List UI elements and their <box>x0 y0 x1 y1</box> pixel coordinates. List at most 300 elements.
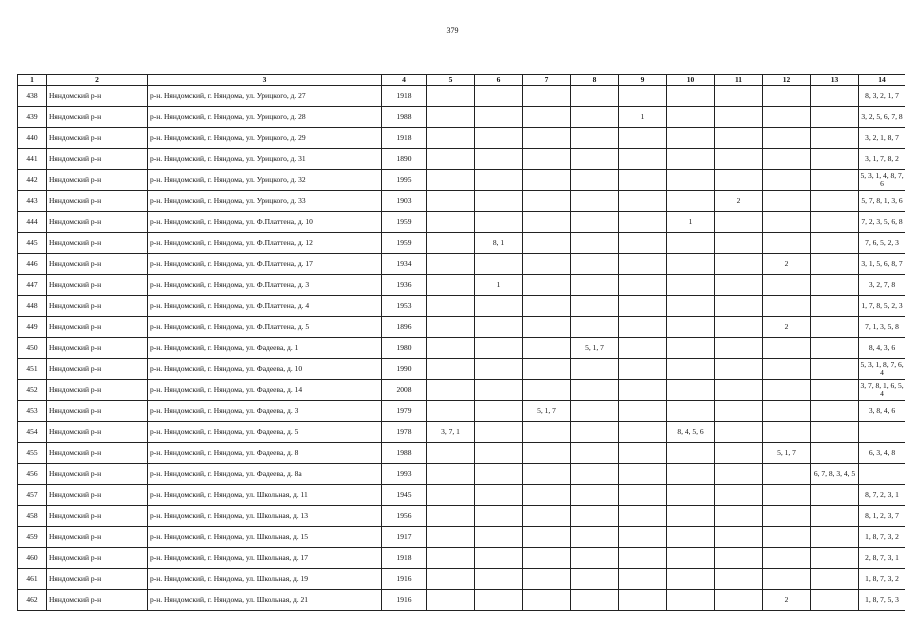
cell-col-7 <box>523 422 571 443</box>
cell-col-8 <box>571 317 619 338</box>
cell-col-14: 3, 2, 7, 8 <box>859 275 905 296</box>
cell-col-4: 1916 <box>382 569 427 590</box>
cell-col-10 <box>667 254 715 275</box>
cell-col-3: р-н. Няндомский, г. Няндома, ул. Школьная, д. 15 <box>148 527 382 548</box>
cell-col-14 <box>859 464 905 485</box>
header-row <box>18 75 905 86</box>
cell-col-3: р-н. Няндомский, г. Няндома, ул. Фадеева, д. 1 <box>148 338 382 359</box>
cell-col-5 <box>427 548 475 569</box>
cell-col-2: Няндомский р-н <box>47 86 148 107</box>
cell-col-5 <box>427 443 475 464</box>
table-row <box>18 380 905 401</box>
cell-col-2: Няндомский р-н <box>47 548 148 569</box>
cell-col-8 <box>571 233 619 254</box>
cell-col-12 <box>763 170 811 191</box>
cell-col-6 <box>475 401 523 422</box>
cell-col-9 <box>619 590 667 611</box>
cell-col-14: 6, 3, 4, 8 <box>859 443 905 464</box>
cell-col-10 <box>667 401 715 422</box>
cell-col-14: 3, 2, 1, 8, 7 <box>859 128 905 149</box>
cell-col-11 <box>715 527 763 548</box>
cell-col-13 <box>811 548 859 569</box>
cell-col-6: 1 <box>475 275 523 296</box>
cell-col-10 <box>667 338 715 359</box>
cell-col-9 <box>619 338 667 359</box>
table-row <box>18 317 905 338</box>
cell-col-11 <box>715 254 763 275</box>
cell-col-13 <box>811 569 859 590</box>
table-row <box>18 359 905 380</box>
cell-col-9 <box>619 548 667 569</box>
cell-col-13 <box>811 359 859 380</box>
cell-col-10 <box>667 590 715 611</box>
cell-col-6 <box>475 338 523 359</box>
cell-col-11 <box>715 506 763 527</box>
cell-col-6 <box>475 569 523 590</box>
cell-col-13 <box>811 149 859 170</box>
cell-col-4: 1918 <box>382 128 427 149</box>
table-row <box>18 527 905 548</box>
cell-col-3: р-н. Няндомский, г. Няндома, ул. Ф.Платтена, д. 4 <box>148 296 382 317</box>
cell-col-10: 8, 4, 5, 6 <box>667 422 715 443</box>
cell-col-8 <box>571 401 619 422</box>
cell-col-8 <box>571 464 619 485</box>
cell-col-3: р-н. Няндомский, г. Няндома, ул. Урицкого, д. 33 <box>148 191 382 212</box>
cell-col-8 <box>571 548 619 569</box>
cell-col-13 <box>811 380 859 401</box>
cell-col-1: 445 <box>18 233 47 254</box>
cell-col-2: Няндомский р-н <box>47 128 148 149</box>
cell-col-2: Няндомский р-н <box>47 422 148 443</box>
cell-col-1: 459 <box>18 527 47 548</box>
cell-col-2: Няндомский р-н <box>47 401 148 422</box>
cell-col-12 <box>763 149 811 170</box>
cell-col-6 <box>475 191 523 212</box>
cell-col-2: Няндомский р-н <box>47 464 148 485</box>
cell-col-13 <box>811 191 859 212</box>
cell-col-3: р-н. Няндомский, г. Няндома, ул. Ф.Платтена, д. 17 <box>148 254 382 275</box>
cell-col-4: 1916 <box>382 590 427 611</box>
cell-col-2: Няндомский р-н <box>47 338 148 359</box>
cell-col-2: Няндомский р-н <box>47 359 148 380</box>
table-body <box>18 86 905 611</box>
cell-col-4: 1980 <box>382 338 427 359</box>
cell-col-3: р-н. Няндомский, г. Няндома, ул. Ф.Платтена, д. 12 <box>148 233 382 254</box>
cell-col-7 <box>523 149 571 170</box>
cell-col-7 <box>523 233 571 254</box>
cell-col-4: 1936 <box>382 275 427 296</box>
cell-col-9 <box>619 254 667 275</box>
cell-col-10 <box>667 107 715 128</box>
cell-col-12 <box>763 128 811 149</box>
cell-col-4: 2008 <box>382 380 427 401</box>
cell-col-8 <box>571 275 619 296</box>
cell-col-2: Няндомский р-н <box>47 149 148 170</box>
cell-col-5 <box>427 338 475 359</box>
column-header-8: 8 <box>571 75 619 86</box>
column-header-1: 1 <box>18 75 47 86</box>
cell-col-5 <box>427 401 475 422</box>
cell-col-11 <box>715 86 763 107</box>
cell-col-11 <box>715 170 763 191</box>
cell-col-11 <box>715 317 763 338</box>
cell-col-1: 451 <box>18 359 47 380</box>
cell-col-4: 1959 <box>382 212 427 233</box>
cell-col-13 <box>811 233 859 254</box>
cell-col-8 <box>571 443 619 464</box>
cell-col-5 <box>427 212 475 233</box>
cell-col-14: 3, 1, 7, 8, 2 <box>859 149 905 170</box>
table-header <box>18 75 905 86</box>
cell-col-5 <box>427 254 475 275</box>
cell-col-11: 2 <box>715 191 763 212</box>
cell-col-10 <box>667 275 715 296</box>
cell-col-6 <box>475 107 523 128</box>
cell-col-14: 8, 4, 3, 6 <box>859 338 905 359</box>
cell-col-14: 5, 7, 8, 1, 3, 6 <box>859 191 905 212</box>
cell-col-8 <box>571 170 619 191</box>
cell-col-5 <box>427 128 475 149</box>
cell-col-7 <box>523 275 571 296</box>
cell-col-14: 7, 1, 3, 5, 8 <box>859 317 905 338</box>
cell-col-9 <box>619 422 667 443</box>
cell-col-13: 6, 7, 8, 3, 4, 5 <box>811 464 859 485</box>
cell-col-3: р-н. Няндомский, г. Няндома, ул. Фадеева, д. 14 <box>148 380 382 401</box>
table-row <box>18 485 905 506</box>
cell-col-6 <box>475 212 523 233</box>
cell-col-9 <box>619 212 667 233</box>
cell-col-12 <box>763 548 811 569</box>
cell-col-4: 1979 <box>382 401 427 422</box>
cell-col-5 <box>427 380 475 401</box>
cell-col-1: 450 <box>18 338 47 359</box>
cell-col-10 <box>667 149 715 170</box>
cell-col-12 <box>763 380 811 401</box>
register-table <box>17 74 905 611</box>
cell-col-13 <box>811 527 859 548</box>
cell-col-8 <box>571 191 619 212</box>
cell-col-6 <box>475 485 523 506</box>
cell-col-5 <box>427 296 475 317</box>
cell-col-7 <box>523 338 571 359</box>
cell-col-3: р-н. Няндомский, г. Няндома, ул. Школьная, д. 11 <box>148 485 382 506</box>
cell-col-1: 457 <box>18 485 47 506</box>
cell-col-10 <box>667 569 715 590</box>
cell-col-12 <box>763 359 811 380</box>
cell-col-2: Няндомский р-н <box>47 443 148 464</box>
table-row <box>18 275 905 296</box>
cell-col-10: 1 <box>667 212 715 233</box>
cell-col-11 <box>715 128 763 149</box>
page-number: 379 <box>446 26 459 35</box>
cell-col-6 <box>475 170 523 191</box>
table-row <box>18 401 905 422</box>
cell-col-3: р-н. Няндомский, г. Няндома, ул. Фадеева, д. 3 <box>148 401 382 422</box>
cell-col-10 <box>667 548 715 569</box>
cell-col-12 <box>763 107 811 128</box>
cell-col-6 <box>475 149 523 170</box>
cell-col-1: 438 <box>18 86 47 107</box>
cell-col-5 <box>427 170 475 191</box>
cell-col-11 <box>715 149 763 170</box>
cell-col-2: Няндомский р-н <box>47 296 148 317</box>
cell-col-13 <box>811 107 859 128</box>
cell-col-13 <box>811 401 859 422</box>
table-row <box>18 128 905 149</box>
cell-col-2: Няндомский р-н <box>47 170 148 191</box>
table-row <box>18 296 905 317</box>
table-row <box>18 212 905 233</box>
cell-col-11 <box>715 443 763 464</box>
cell-col-2: Няндомский р-н <box>47 275 148 296</box>
cell-col-5 <box>427 485 475 506</box>
cell-col-3: р-н. Няндомский, г. Няндома, ул. Фадеева, д. 10 <box>148 359 382 380</box>
cell-col-11 <box>715 485 763 506</box>
cell-col-1: 446 <box>18 254 47 275</box>
cell-col-3: р-н. Няндомский, г. Няндома, ул. Урицкого, д. 27 <box>148 86 382 107</box>
cell-col-7 <box>523 464 571 485</box>
cell-col-14: 7, 2, 3, 5, 6, 8 <box>859 212 905 233</box>
cell-col-5 <box>427 590 475 611</box>
cell-col-9 <box>619 443 667 464</box>
column-header-7: 7 <box>523 75 571 86</box>
cell-col-9 <box>619 401 667 422</box>
cell-col-4: 1978 <box>382 422 427 443</box>
cell-col-9 <box>619 128 667 149</box>
cell-col-6 <box>475 527 523 548</box>
cell-col-7 <box>523 170 571 191</box>
cell-col-11 <box>715 380 763 401</box>
cell-col-9 <box>619 170 667 191</box>
cell-col-12 <box>763 485 811 506</box>
cell-col-12 <box>763 422 811 443</box>
cell-col-1: 456 <box>18 464 47 485</box>
cell-col-8 <box>571 506 619 527</box>
cell-col-11 <box>715 401 763 422</box>
cell-col-7 <box>523 107 571 128</box>
cell-col-14: 5, 3, 1, 8, 7, 6, 4 <box>859 359 905 380</box>
cell-col-8 <box>571 527 619 548</box>
cell-col-4: 1993 <box>382 464 427 485</box>
cell-col-12 <box>763 212 811 233</box>
cell-col-8 <box>571 359 619 380</box>
cell-col-14: 3, 7, 8, 1, 6, 5, 4 <box>859 380 905 401</box>
cell-col-6 <box>475 359 523 380</box>
column-header-11: 11 <box>715 75 763 86</box>
table-row <box>18 191 905 212</box>
cell-col-4: 1918 <box>382 86 427 107</box>
cell-col-13 <box>811 338 859 359</box>
cell-col-14: 8, 3, 2, 1, 7 <box>859 86 905 107</box>
cell-col-1: 460 <box>18 548 47 569</box>
column-header-4: 4 <box>382 75 427 86</box>
table-row <box>18 254 905 275</box>
column-header-12: 12 <box>763 75 811 86</box>
cell-col-5 <box>427 86 475 107</box>
cell-col-12 <box>763 569 811 590</box>
cell-col-6: 8, 1 <box>475 233 523 254</box>
cell-col-7 <box>523 296 571 317</box>
cell-col-5: 3, 7, 1 <box>427 422 475 443</box>
cell-col-9 <box>619 275 667 296</box>
column-header-5: 5 <box>427 75 475 86</box>
cell-col-13 <box>811 212 859 233</box>
cell-col-11 <box>715 296 763 317</box>
cell-col-12 <box>763 506 811 527</box>
cell-col-14: 1, 8, 7, 5, 3 <box>859 590 905 611</box>
cell-col-2: Няндомский р-н <box>47 380 148 401</box>
cell-col-6 <box>475 317 523 338</box>
table-row <box>18 170 905 191</box>
table-row <box>18 590 905 611</box>
cell-col-1: 453 <box>18 401 47 422</box>
cell-col-4: 1988 <box>382 443 427 464</box>
cell-col-9 <box>619 527 667 548</box>
cell-col-2: Няндомский р-н <box>47 254 148 275</box>
cell-col-11 <box>715 590 763 611</box>
cell-col-11 <box>715 464 763 485</box>
cell-col-12 <box>763 233 811 254</box>
table-row <box>18 548 905 569</box>
cell-col-1: 455 <box>18 443 47 464</box>
cell-col-11 <box>715 548 763 569</box>
cell-col-11 <box>715 338 763 359</box>
cell-col-4: 1945 <box>382 485 427 506</box>
cell-col-9 <box>619 485 667 506</box>
cell-col-3: р-н. Няндомский, г. Няндома, ул. Урицкого, д. 32 <box>148 170 382 191</box>
cell-col-13 <box>811 170 859 191</box>
cell-col-14: 3, 8, 4, 6 <box>859 401 905 422</box>
cell-col-5 <box>427 107 475 128</box>
cell-col-9 <box>619 317 667 338</box>
cell-col-5 <box>427 233 475 254</box>
cell-col-8 <box>571 128 619 149</box>
cell-col-3: р-н. Няндомский, г. Няндома, ул. Ф.Платтена, д. 5 <box>148 317 382 338</box>
cell-col-6 <box>475 590 523 611</box>
cell-col-12 <box>763 464 811 485</box>
cell-col-13 <box>811 422 859 443</box>
cell-col-7 <box>523 380 571 401</box>
cell-col-13 <box>811 254 859 275</box>
cell-col-5 <box>427 149 475 170</box>
cell-col-1: 441 <box>18 149 47 170</box>
cell-col-14: 1, 8, 7, 3, 2 <box>859 569 905 590</box>
cell-col-14: 1, 7, 8, 5, 2, 3 <box>859 296 905 317</box>
cell-col-6 <box>475 464 523 485</box>
cell-col-10 <box>667 485 715 506</box>
cell-col-12 <box>763 527 811 548</box>
cell-col-2: Няндомский р-н <box>47 569 148 590</box>
cell-col-13 <box>811 590 859 611</box>
cell-col-14: 1, 8, 7, 3, 2 <box>859 527 905 548</box>
cell-col-12 <box>763 338 811 359</box>
cell-col-1: 440 <box>18 128 47 149</box>
cell-col-12: 2 <box>763 317 811 338</box>
cell-col-5 <box>427 359 475 380</box>
cell-col-13 <box>811 296 859 317</box>
cell-col-1: 443 <box>18 191 47 212</box>
cell-col-10 <box>667 170 715 191</box>
cell-col-7 <box>523 86 571 107</box>
cell-col-13 <box>811 443 859 464</box>
cell-col-7 <box>523 254 571 275</box>
cell-col-4: 1995 <box>382 170 427 191</box>
column-header-2: 2 <box>47 75 148 86</box>
cell-col-11 <box>715 107 763 128</box>
table-row <box>18 107 905 128</box>
cell-col-3: р-н. Няндомский, г. Няндома, ул. Урицкого, д. 28 <box>148 107 382 128</box>
cell-col-8 <box>571 107 619 128</box>
cell-col-9: 1 <box>619 107 667 128</box>
cell-col-12 <box>763 275 811 296</box>
cell-col-4: 1917 <box>382 527 427 548</box>
cell-col-11 <box>715 569 763 590</box>
cell-col-9 <box>619 380 667 401</box>
cell-col-6 <box>475 506 523 527</box>
cell-col-5 <box>427 464 475 485</box>
cell-col-4: 1896 <box>382 317 427 338</box>
cell-col-3: р-н. Няндомский, г. Няндома, ул. Фадеева, д. 8 <box>148 443 382 464</box>
cell-col-5 <box>427 317 475 338</box>
cell-col-10 <box>667 380 715 401</box>
cell-col-8 <box>571 569 619 590</box>
cell-col-6 <box>475 422 523 443</box>
cell-col-13 <box>811 317 859 338</box>
cell-col-10 <box>667 464 715 485</box>
cell-col-1: 449 <box>18 317 47 338</box>
column-header-10: 10 <box>667 75 715 86</box>
cell-col-14 <box>859 422 905 443</box>
cell-col-8 <box>571 590 619 611</box>
cell-col-9 <box>619 86 667 107</box>
cell-col-3: р-н. Няндомский, г. Няндома, ул. Школьная, д. 17 <box>148 548 382 569</box>
cell-col-2: Няндомский р-н <box>47 506 148 527</box>
table-row <box>18 233 905 254</box>
cell-col-6 <box>475 128 523 149</box>
cell-col-3: р-н. Няндомский, г. Няндома, ул. Школьная, д. 13 <box>148 506 382 527</box>
cell-col-12: 5, 1, 7 <box>763 443 811 464</box>
cell-col-9 <box>619 149 667 170</box>
cell-col-8: 5, 1, 7 <box>571 338 619 359</box>
cell-col-4: 1988 <box>382 107 427 128</box>
cell-col-7 <box>523 359 571 380</box>
cell-col-8 <box>571 212 619 233</box>
cell-col-3: р-н. Няндомский, г. Няндома, ул. Фадеева, д. 5 <box>148 422 382 443</box>
cell-col-1: 444 <box>18 212 47 233</box>
cell-col-10 <box>667 86 715 107</box>
cell-col-2: Няндомский р-н <box>47 212 148 233</box>
cell-col-1: 439 <box>18 107 47 128</box>
cell-col-7 <box>523 527 571 548</box>
cell-col-14: 7, 6, 5, 2, 3 <box>859 233 905 254</box>
cell-col-4: 1959 <box>382 233 427 254</box>
cell-col-14: 3, 1, 5, 6, 8, 7 <box>859 254 905 275</box>
cell-col-3: р-н. Няндомский, г. Няндома, ул. Школьная, д. 21 <box>148 590 382 611</box>
cell-col-11 <box>715 275 763 296</box>
cell-col-3: р-н. Няндомский, г. Няндома, ул. Ф.Платтена, д. 3 <box>148 275 382 296</box>
cell-col-13 <box>811 128 859 149</box>
cell-col-7 <box>523 569 571 590</box>
cell-col-3: р-н. Няндомский, г. Няндома, ул. Фадеева, д. 8а <box>148 464 382 485</box>
cell-col-10 <box>667 128 715 149</box>
cell-col-7 <box>523 548 571 569</box>
cell-col-8 <box>571 380 619 401</box>
cell-col-6 <box>475 443 523 464</box>
cell-col-6 <box>475 254 523 275</box>
cell-col-14: 8, 1, 2, 3, 7 <box>859 506 905 527</box>
cell-col-10 <box>667 317 715 338</box>
table-row <box>18 86 905 107</box>
